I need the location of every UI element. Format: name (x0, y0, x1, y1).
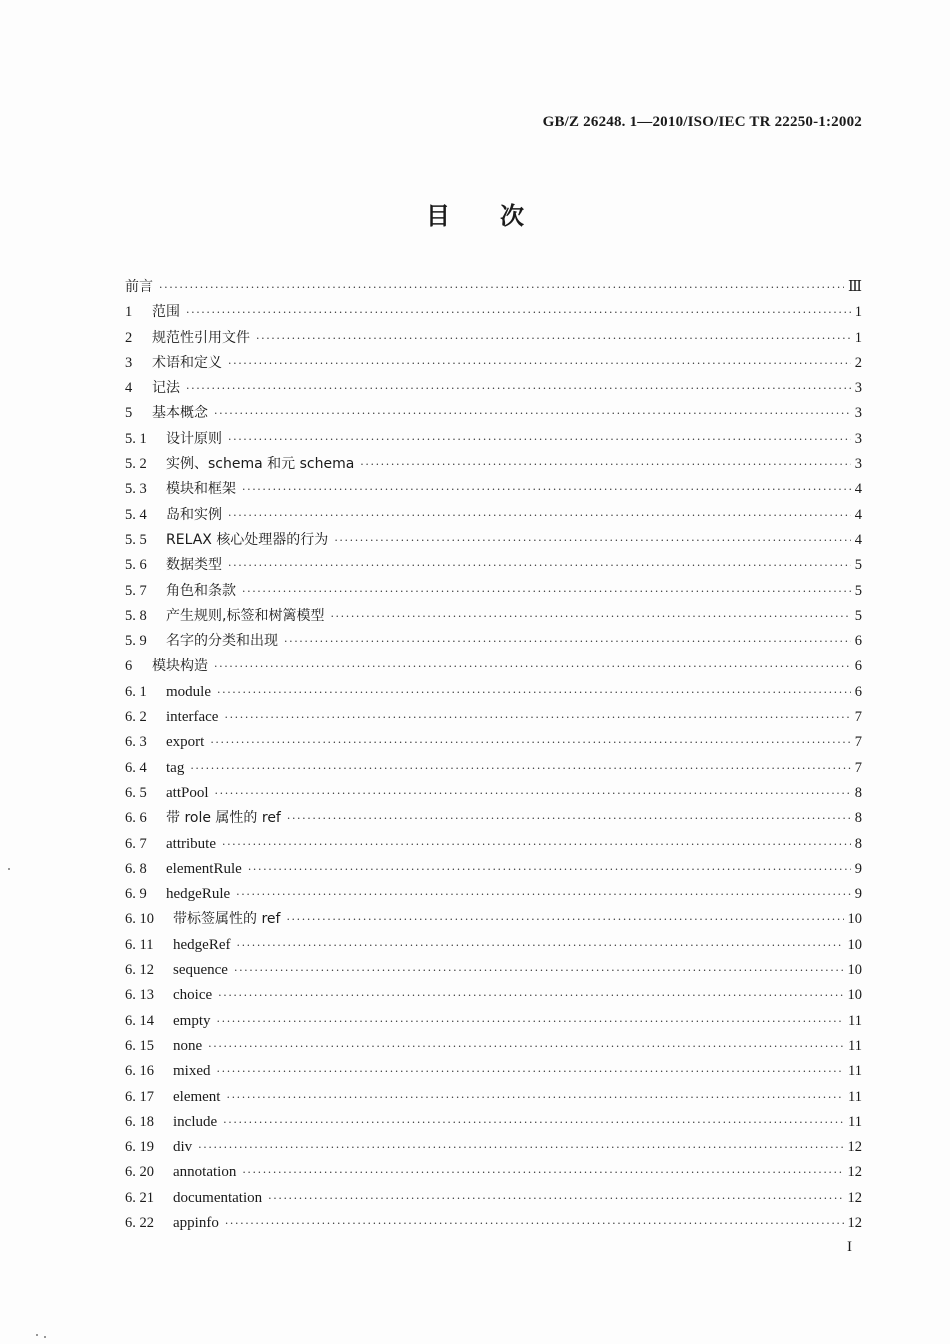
toc-entry[interactable] (125, 1160, 862, 1185)
toc-entry[interactable] (125, 528, 862, 553)
toc-entry-number: 6. 1 (125, 683, 147, 700)
toc-entry-number: 5 (125, 405, 133, 422)
toc-entry-title: 设计原则 (166, 430, 222, 447)
toc-entry-page: 3 (854, 430, 862, 447)
dot-leader (198, 1135, 843, 1160)
toc-entry-page: 6 (854, 633, 862, 650)
toc-entry[interactable] (125, 1009, 862, 1034)
toc-entry-title: RELAX 核心处理器的行为 (166, 531, 329, 548)
dot-leader (228, 351, 851, 376)
toc-entry-title: tag (166, 759, 185, 776)
toc-entry-page: 8 (854, 784, 862, 801)
toc-entry[interactable] (125, 503, 862, 528)
toc-entry[interactable] (125, 1110, 862, 1135)
dot-leader (217, 680, 851, 705)
toc-entry-page: 11 (848, 1113, 862, 1130)
dot-leader (287, 806, 851, 831)
toc-entry-page: 10 (847, 987, 862, 1004)
toc-entry-page: 5 (854, 582, 862, 599)
toc-entry-title: export (166, 734, 205, 751)
dot-leader (248, 857, 851, 882)
toc-entry-page: 6 (854, 683, 862, 700)
toc-entry[interactable] (125, 882, 862, 907)
toc-entry-number: 5. 6 (125, 557, 147, 574)
dot-leader (256, 326, 851, 351)
toc-entry-number: 5. 4 (125, 506, 147, 523)
toc-entry-number: 1 (125, 304, 133, 321)
toc-entry-page: 4 (854, 531, 862, 548)
toc-entry-page: 7 (854, 759, 862, 776)
toc-entry-number: 6. 10 (125, 911, 154, 928)
toc-entry-title: 实例、schema 和元 schema (166, 456, 355, 473)
toc-entry-page: 12 (847, 1139, 862, 1156)
toc-entry[interactable] (125, 730, 862, 755)
toc-entry-page: 12 (847, 1214, 862, 1231)
toc-entry-title: choice (173, 987, 213, 1004)
page-number: I (847, 1239, 852, 1255)
toc-entry-number: 6. 18 (125, 1113, 154, 1130)
dot-leader (223, 1110, 844, 1135)
toc-entry-title: hedgeRule (166, 886, 231, 903)
toc-entry-title: 范围 (152, 304, 180, 321)
dot-leader (208, 1034, 844, 1059)
toc-entry-number: 5. 9 (125, 633, 147, 650)
toc-entry-title: annotation (173, 1164, 237, 1181)
toc-entry-page: 1 (854, 329, 862, 346)
toc-entry[interactable] (125, 579, 862, 604)
toc-entry-page: 10 (847, 936, 862, 953)
toc-entry[interactable] (125, 933, 862, 958)
dot-leader (222, 832, 851, 857)
toc-entry-page: 5 (854, 557, 862, 574)
toc-entry[interactable] (125, 907, 862, 932)
toc-entry-page: 6 (854, 658, 862, 675)
toc-entry-number: 6. 20 (125, 1164, 154, 1181)
toc-entry[interactable] (125, 401, 862, 426)
toc-entry[interactable] (125, 604, 862, 629)
toc-entry-title: 带标签属性的 ref (173, 911, 281, 928)
toc-entry-number: 6. 3 (125, 734, 147, 751)
toc-entry[interactable] (125, 1085, 862, 1110)
toc-entry-page: 10 (847, 911, 862, 928)
toc-entry-page: 8 (854, 835, 862, 852)
dot-leader (236, 882, 851, 907)
toc-entry[interactable] (125, 680, 862, 705)
dot-leader (268, 1186, 843, 1211)
toc-entry-page: 9 (854, 886, 862, 903)
toc-entry[interactable] (125, 832, 862, 857)
toc-entry-number: 6. 14 (125, 1012, 154, 1029)
toc-entry-number: 6. 16 (125, 1063, 154, 1080)
toc-entry-number: 6. 9 (125, 886, 147, 903)
toc-entry-title: hedgeRef (173, 936, 231, 953)
toc-entry-number: 6. 19 (125, 1139, 154, 1156)
dot-leader (159, 275, 844, 300)
toc-entry-title: none (173, 1037, 203, 1054)
toc-entry[interactable] (125, 300, 862, 325)
toc-entry-title: attribute (166, 835, 216, 852)
toc-entry[interactable] (125, 477, 862, 502)
toc-entry[interactable] (125, 376, 862, 401)
toc-entry-number: 6. 22 (125, 1214, 154, 1231)
scan-speck (44, 1336, 46, 1338)
dot-leader (242, 477, 851, 502)
toc-entry-page: 9 (854, 860, 862, 877)
toc-entry[interactable] (125, 756, 862, 781)
toc-entry[interactable] (125, 1034, 862, 1059)
toc-entry-page: 10 (847, 962, 862, 979)
toc-entry-title: appinfo (173, 1214, 219, 1231)
toc-entry-title: include (173, 1113, 218, 1130)
toc-entry-number: 6. 21 (125, 1189, 154, 1206)
toc-entry-title: 产生规则,标签和树篱模型 (166, 607, 325, 624)
toc-entry-title: 术语和定义 (152, 354, 222, 371)
toc-entry-title: mixed (173, 1063, 211, 1080)
toc-entry-number: 6. 11 (125, 936, 154, 953)
toc-entry-title: documentation (173, 1189, 263, 1206)
toc-entry[interactable] (125, 629, 862, 654)
toc-entry-page: 1 (854, 304, 862, 321)
toc-entry-number: 4 (125, 380, 133, 397)
toc-entry-number: 6. 2 (125, 709, 147, 726)
toc-entry-page: 8 (854, 810, 862, 827)
toc-entry-page: 3 (854, 456, 862, 473)
toc-entry-title: 基本概念 (152, 405, 208, 422)
toc-entry-page: 12 (847, 1164, 862, 1181)
toc-entry-title: module (166, 683, 211, 700)
toc-entry-page: 11 (848, 1012, 862, 1029)
toc-entry-number: 6. 15 (125, 1037, 154, 1054)
toc-entry-number: 6. 17 (125, 1088, 154, 1105)
toc-entry[interactable] (125, 705, 862, 730)
toc-entry-number: 5. 5 (125, 531, 147, 548)
toc-entry-title: 数据类型 (166, 557, 222, 574)
toc-entry[interactable] (125, 857, 862, 882)
toc-entry-title: sequence (173, 962, 228, 979)
dot-leader (217, 1009, 845, 1034)
toc-entry-number: 3 (125, 354, 133, 371)
dot-leader (186, 300, 851, 325)
dot-leader (236, 933, 843, 958)
toc-entry[interactable] (125, 275, 862, 300)
toc-entry[interactable] (125, 1186, 862, 1211)
dot-leader (224, 705, 850, 730)
toc-entry-page: 11 (848, 1088, 862, 1105)
dot-leader (217, 1059, 845, 1084)
dot-leader (218, 983, 843, 1008)
scan-speck (8, 868, 10, 870)
toc-entry-title: 模块构造 (152, 658, 208, 675)
toc-entry-page: 4 (854, 506, 862, 523)
toc-entry-number: 5. 2 (125, 456, 147, 473)
toc-entry-number: 2 (125, 329, 133, 346)
dot-leader (330, 604, 850, 629)
dot-leader (286, 907, 843, 932)
page-title: 目次 (426, 202, 574, 230)
dot-leader (242, 1160, 843, 1185)
dot-leader (242, 579, 851, 604)
dot-leader (225, 1211, 844, 1236)
dot-leader (228, 427, 851, 452)
dot-leader (228, 503, 851, 528)
toc-entry-title: div (173, 1139, 193, 1156)
toc-entry-page: 11 (848, 1063, 862, 1080)
dot-leader (210, 730, 850, 755)
toc-entry-title: 名字的分类和出现 (166, 633, 278, 650)
toc-entry-number: 6. 5 (125, 784, 147, 801)
toc-entry-title: 带 role 属性的 ref (166, 810, 281, 827)
toc-entry[interactable] (125, 958, 862, 983)
toc-entry-title: 规范性引用文件 (152, 329, 250, 346)
toc-entry-number: 6. 4 (125, 759, 147, 776)
toc-entry-number: 6. 7 (125, 835, 147, 852)
toc-entry-title: interface (166, 709, 219, 726)
toc-entry-title: 记法 (152, 380, 180, 397)
toc-entry-page: Ⅲ (848, 279, 862, 295)
scan-speck (36, 1334, 38, 1336)
toc-entry-number: 5. 8 (125, 607, 147, 624)
dot-leader (234, 958, 844, 983)
toc-entry-number: 5. 1 (125, 430, 147, 447)
toc-entry-page: 2 (854, 354, 862, 371)
toc-entry[interactable] (125, 427, 862, 452)
toc-entry[interactable] (125, 654, 862, 679)
dot-leader (334, 528, 850, 553)
dot-leader (360, 452, 850, 477)
toc-entry[interactable] (125, 983, 862, 1008)
toc-entry-title: attPool (166, 784, 209, 801)
toc-entry-title: 前言 (125, 279, 153, 295)
toc-entry-number: 5. 3 (125, 481, 147, 498)
standard-code: GB/Z 26248. 1—2010/ISO/IEC TR 22250-1:2002 (542, 114, 862, 130)
toc-entry[interactable] (125, 351, 862, 376)
dot-leader (226, 1085, 844, 1110)
toc-entry[interactable] (125, 553, 862, 578)
toc-entry-title: 角色和条款 (166, 582, 236, 599)
toc-entry[interactable] (125, 326, 862, 351)
toc-entry-number: 5. 7 (125, 582, 147, 599)
toc-entry-title: elementRule (166, 860, 242, 877)
toc-entry-title: element (173, 1088, 221, 1105)
dot-leader (186, 376, 851, 401)
toc-entry[interactable] (125, 781, 862, 806)
dot-leader (214, 654, 851, 679)
toc-entry-number: 6. 6 (125, 810, 147, 827)
toc-entry-page: 5 (854, 607, 862, 624)
dot-leader (190, 756, 850, 781)
toc-entry-title: 岛和实例 (166, 506, 222, 523)
table-of-contents (125, 275, 862, 1236)
toc-entry-page: 4 (854, 481, 862, 498)
toc-entry-number: 6 (125, 658, 133, 675)
toc-entry[interactable] (125, 806, 862, 831)
dot-leader (228, 553, 851, 578)
toc-entry-page: 12 (847, 1189, 862, 1206)
toc-entry-title: empty (173, 1012, 211, 1029)
toc-entry-page: 7 (854, 709, 862, 726)
toc-entry-page: 7 (854, 734, 862, 751)
toc-entry-page: 3 (854, 380, 862, 397)
toc-entry-number: 6. 13 (125, 987, 154, 1004)
toc-entry-title: 模块和框架 (166, 481, 236, 498)
toc-entry-number: 6. 8 (125, 860, 147, 877)
toc-entry-number: 6. 12 (125, 962, 154, 979)
dot-leader (214, 401, 851, 426)
toc-entry[interactable] (125, 452, 862, 477)
toc-entry[interactable] (125, 1059, 862, 1084)
dot-leader (215, 781, 851, 806)
toc-entry[interactable] (125, 1135, 862, 1160)
dot-leader (284, 629, 851, 654)
toc-entry[interactable] (125, 1211, 862, 1236)
toc-entry-page: 11 (848, 1037, 862, 1054)
toc-entry-page: 3 (854, 405, 862, 422)
